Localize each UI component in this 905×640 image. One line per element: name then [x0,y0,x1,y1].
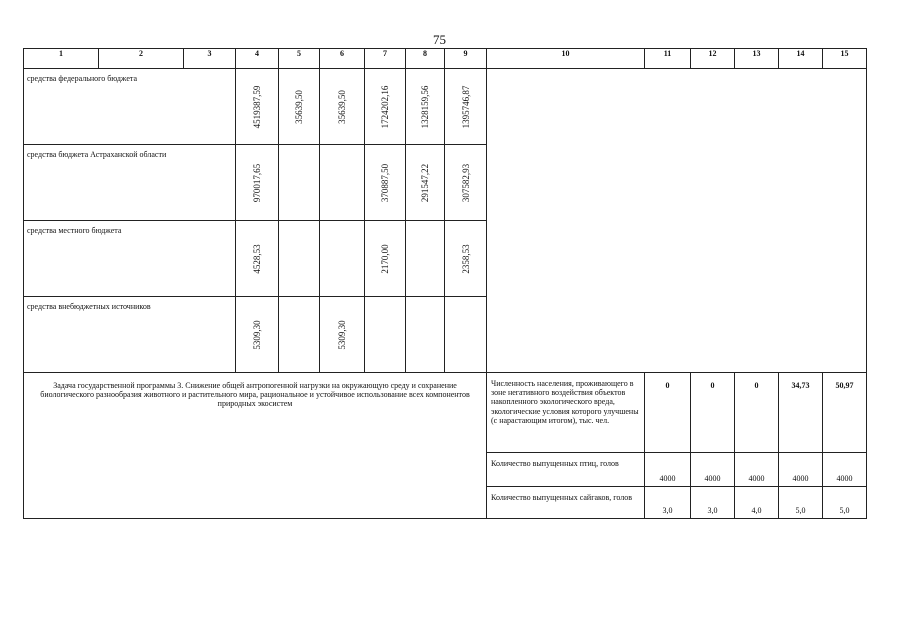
funding-value: 2170,00 [379,243,390,274]
funding-label: средства внебюджетных источников [24,297,236,373]
funding-value: 2358,53 [460,243,471,274]
funding-cell [236,145,279,221]
header-cell: 12 [691,49,735,69]
funding-label: средства местного бюджета [24,221,236,297]
header-cell: 4 [236,49,279,69]
funding-label: средства бюджета Астраханской области [24,145,236,221]
funding-value: 307582,93 [460,163,471,202]
indicator-value: 0 [645,373,691,453]
funding-value: 970017,65 [251,163,262,202]
indicator-value: 4000 [735,453,779,487]
header-cell: 14 [779,49,823,69]
header-cell: 6 [320,49,365,69]
indicator-label: Количество выпущенных птиц, голов [487,453,645,487]
funding-value: 1395746,87 [460,85,471,128]
header-cell: 15 [823,49,867,69]
funding-cell [445,221,487,297]
header-cell: 13 [735,49,779,69]
funding-value: 291547,22 [419,163,430,202]
funding-value: 1328159,56 [419,85,430,128]
indicator-label: Количество выпущенных сайгаков, голов [487,487,645,519]
funding-cell [236,221,279,297]
funding-cell [406,69,445,145]
funding-value: 35639,50 [293,89,304,124]
header-row [24,49,867,69]
funding-cell [279,297,320,373]
indicator-value: 3,0 [691,487,735,519]
funding-cell [320,297,365,373]
program-table [23,48,867,519]
header-cell: 7 [365,49,406,69]
indicator-value: 34,73 [779,373,823,453]
indicator-value: 5,0 [779,487,823,519]
funding-cell [365,145,406,221]
funding-cell [365,297,406,373]
empty-merged-area [487,69,867,373]
funding-value: 35639,50 [336,89,347,124]
funding-value: 4528,53 [251,243,262,274]
header-cell: 3 [184,49,236,69]
funding-value: 4519387,59 [251,85,262,128]
header-cell: 1 [24,49,99,69]
indicator-value: 4000 [779,453,823,487]
indicator-value: 0 [735,373,779,453]
funding-cell [320,69,365,145]
funding-cell [279,145,320,221]
funding-value: 370887,50 [379,163,390,202]
funding-cell [365,221,406,297]
funding-label: средства федерального бюджета [24,69,236,145]
funding-row-federal [24,69,867,145]
funding-value: 5309,30 [251,319,262,350]
indicator-value: 5,0 [823,487,867,519]
indicator-value: 0 [691,373,735,453]
header-cell: 10 [487,49,645,69]
indicator-label: Численность населения, проживающего в зоне негативного воздействия объектов накопленного экологического вреда, экологические условия которого улучшены (с нарастающим итогом), тыс. чел. [487,373,645,453]
header-cell: 8 [406,49,445,69]
header-cell: 2 [99,49,184,69]
funding-cell [320,221,365,297]
funding-cell [320,145,365,221]
funding-cell [406,221,445,297]
funding-cell [445,297,487,373]
indicator-value: 50,97 [823,373,867,453]
funding-cell [406,297,445,373]
indicator-row [24,373,867,453]
header-cell: 5 [279,49,320,69]
indicator-value: 4000 [645,453,691,487]
funding-cell [406,145,445,221]
indicator-value: 4000 [823,453,867,487]
page-number: 75 [433,32,446,47]
header-cell: 9 [445,49,487,69]
funding-cell [365,69,406,145]
funding-cell [279,69,320,145]
funding-cell [236,297,279,373]
funding-cell [445,145,487,221]
header-cell: 11 [645,49,691,69]
funding-cell [445,69,487,145]
indicator-value: 3,0 [645,487,691,519]
task-description: Задача государственной программы 3. Снижение общей антропогенной нагрузки на окружающую среду и сохранение биологического разнообразия животного и растительного мира, рациональное и устойчивое использование всех компонентов природных экосистем [24,373,487,519]
funding-cell [236,69,279,145]
funding-cell [279,221,320,297]
indicator-value: 4,0 [735,487,779,519]
funding-value: 1724202,16 [379,85,390,128]
funding-value: 5309,30 [336,319,347,350]
indicator-value: 4000 [691,453,735,487]
